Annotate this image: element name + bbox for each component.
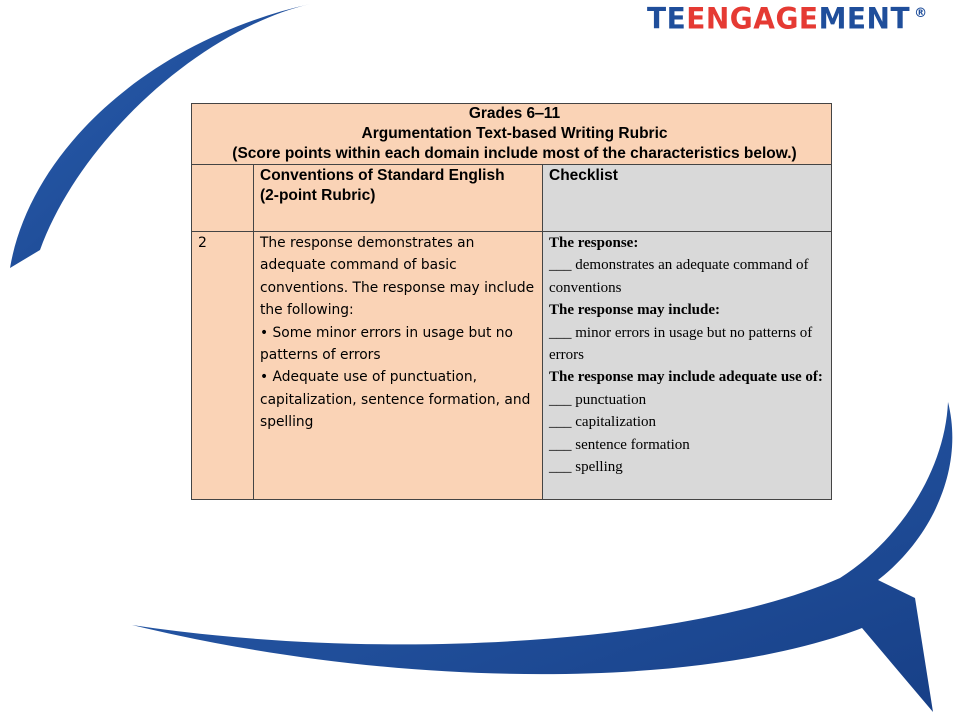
- rubric-table: [191, 103, 832, 500]
- checklist-line: ___ minor errors in usage but no patterns of errors: [549, 324, 813, 364]
- score-value: 2: [192, 232, 254, 500]
- score-column-header: [192, 165, 254, 232]
- checklist-line: ___ spelling: [549, 459, 623, 476]
- domain-header-title: Conventions of Standard English: [260, 167, 505, 184]
- description-bullet: • Some minor errors in usage but no patterns of errors: [260, 324, 513, 364]
- checklist-line: The response:: [549, 235, 639, 251]
- rubric-subtitle: (Score points within each domain include most of the characteristics below.): [232, 145, 797, 162]
- checklist-line: ___ sentence formation: [549, 436, 690, 453]
- domain-column-header: [254, 165, 543, 232]
- rubric-title: Argumentation Text-based Writing Rubric: [361, 125, 668, 142]
- checklist-line: ___ demonstrates an adequate command of conventions: [549, 257, 809, 296]
- teengagement-logo: [647, 1, 928, 37]
- logo-text-part1: TE: [647, 1, 687, 36]
- rubric-title-row: [192, 104, 832, 165]
- checklist-line: The response may include adequate use of:: [549, 369, 823, 386]
- logo-text-part2: ENGAGE: [686, 1, 819, 36]
- checklist-line: The response may include:: [549, 302, 720, 319]
- checklist-line: ___ punctuation: [549, 391, 647, 408]
- logo-text-part3: MENT: [818, 1, 911, 36]
- checklist-cell: [543, 232, 832, 500]
- registered-mark: ®: [914, 5, 928, 22]
- domain-header-subtitle: (2-point Rubric): [260, 187, 376, 204]
- checklist-line: ___ capitalization: [549, 414, 657, 431]
- description-bullet: • Adequate use of punctuation, capitalization, sentence formation, and spelling: [260, 369, 531, 431]
- rubric-column-header-row: [192, 165, 832, 232]
- score-row: [192, 232, 832, 500]
- score-description: [254, 232, 543, 500]
- rubric-grades: Grades 6‒11: [468, 105, 561, 122]
- description-intro: The response demonstrates an adequate command of basic conventions. The response may include the following:: [260, 235, 535, 319]
- rubric-title-cell: [192, 104, 832, 165]
- checklist-column-header: Checklist: [543, 165, 832, 232]
